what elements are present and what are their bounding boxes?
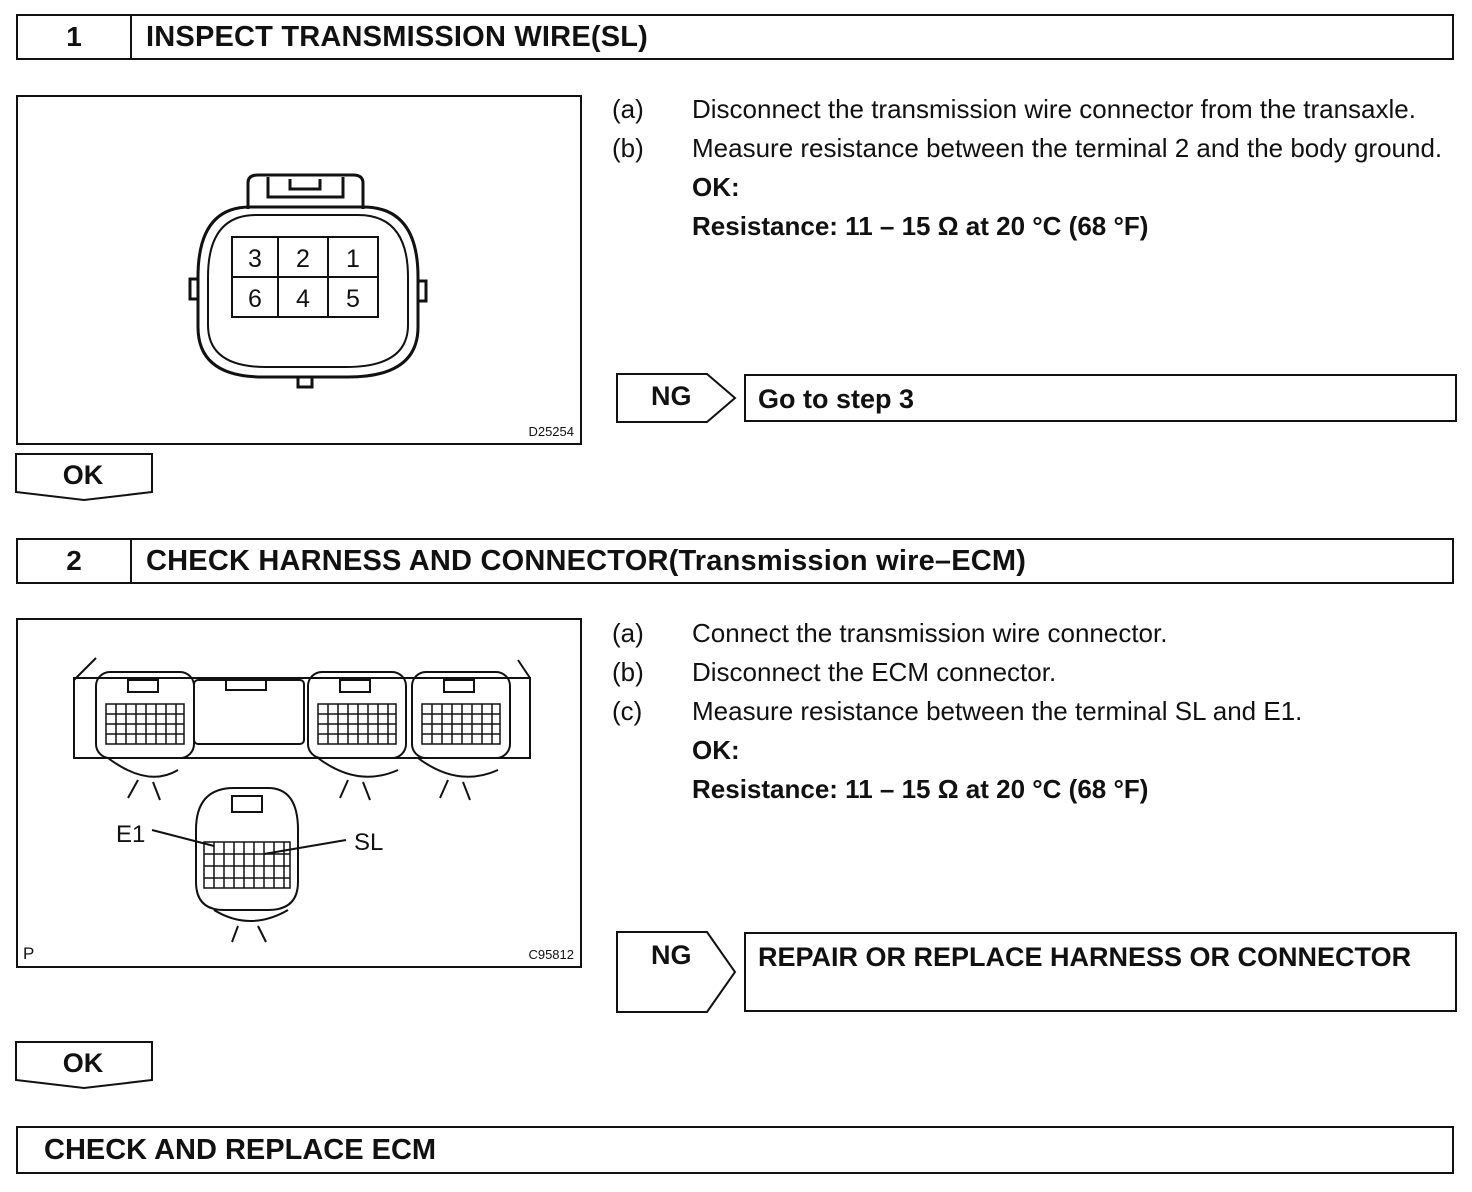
- ok-label: OK: [62, 1048, 104, 1078]
- ok-badge: [14, 452, 154, 502]
- ng-label: NG: [651, 940, 692, 970]
- ecm-connector-diagram: [18, 620, 580, 966]
- instruction-label: (c): [612, 696, 643, 726]
- terminal-label: 1: [346, 245, 360, 273]
- instruction-item: [612, 129, 1458, 168]
- step-1-figure: [16, 95, 582, 445]
- terminal-label: 5: [346, 285, 360, 313]
- connector-diagram: [18, 97, 580, 443]
- step-2-number: 2: [18, 540, 132, 582]
- step-2-header: [16, 538, 1454, 584]
- sl-label: SL: [354, 829, 384, 856]
- instruction-item: [612, 653, 1458, 692]
- final-action-box: [16, 1126, 1454, 1174]
- step-1-instructions: [612, 90, 1458, 246]
- ng-arrow: [615, 372, 739, 424]
- instruction-item: [612, 692, 1458, 731]
- ok-label: OK: [62, 460, 104, 490]
- instruction-text: Disconnect the ECM connector.: [692, 657, 1057, 687]
- step-1-number: 1: [18, 16, 132, 58]
- instruction-label: (b): [612, 657, 644, 687]
- ok-heading: OK:: [692, 735, 740, 765]
- step-2-title: CHECK HARNESS AND CONNECTOR(Transmission wire–ECM): [146, 544, 1027, 577]
- ng-action-text: Go to step 3: [758, 384, 915, 414]
- instruction-text: Disconnect the transmission wire connector from the transaxle.: [692, 94, 1416, 124]
- instruction-item: [612, 90, 1458, 129]
- figure-code: D25254: [528, 424, 574, 439]
- ng-label: NG: [651, 381, 692, 411]
- step-2-instructions: [612, 614, 1458, 809]
- e1-label: E1: [116, 821, 146, 848]
- figure-code: C95812: [528, 947, 574, 962]
- ng-arrow: [615, 930, 739, 1014]
- figure-corner-label: P: [23, 944, 35, 963]
- instruction-label: (a): [612, 94, 644, 124]
- terminal-label: 2: [296, 245, 310, 273]
- instruction-text: Connect the transmission wire connector.: [692, 618, 1168, 648]
- instruction-text: Measure resistance between the terminal SL and E1.: [692, 696, 1303, 726]
- ok-heading: OK:: [692, 172, 740, 202]
- resistance-spec: Resistance: 11 – 15 Ω at 20 °C (68 °F): [692, 774, 1149, 804]
- terminal-label: 3: [248, 245, 262, 273]
- step-1-header: [16, 14, 1454, 60]
- ng-action-box: [744, 932, 1457, 1012]
- terminal-label: 4: [296, 285, 310, 313]
- resistance-spec: Resistance: 11 – 15 Ω at 20 °C (68 °F): [692, 211, 1149, 241]
- ng-action-box: [744, 374, 1457, 422]
- ng-action-text: REPAIR OR REPLACE HARNESS OR CONNECTOR: [758, 942, 1412, 972]
- final-action-text: CHECK AND REPLACE ECM: [44, 1133, 437, 1166]
- instruction-item: [612, 614, 1458, 653]
- step-2-figure: [16, 618, 582, 968]
- step-1-title: INSPECT TRANSMISSION WIRE(SL): [146, 20, 649, 53]
- instruction-text: Measure resistance between the terminal 2 and the body ground.: [692, 133, 1443, 163]
- ok-badge: [14, 1040, 154, 1090]
- instruction-label: (b): [612, 133, 644, 163]
- instruction-label: (a): [612, 618, 644, 648]
- terminal-label: 6: [248, 285, 262, 313]
